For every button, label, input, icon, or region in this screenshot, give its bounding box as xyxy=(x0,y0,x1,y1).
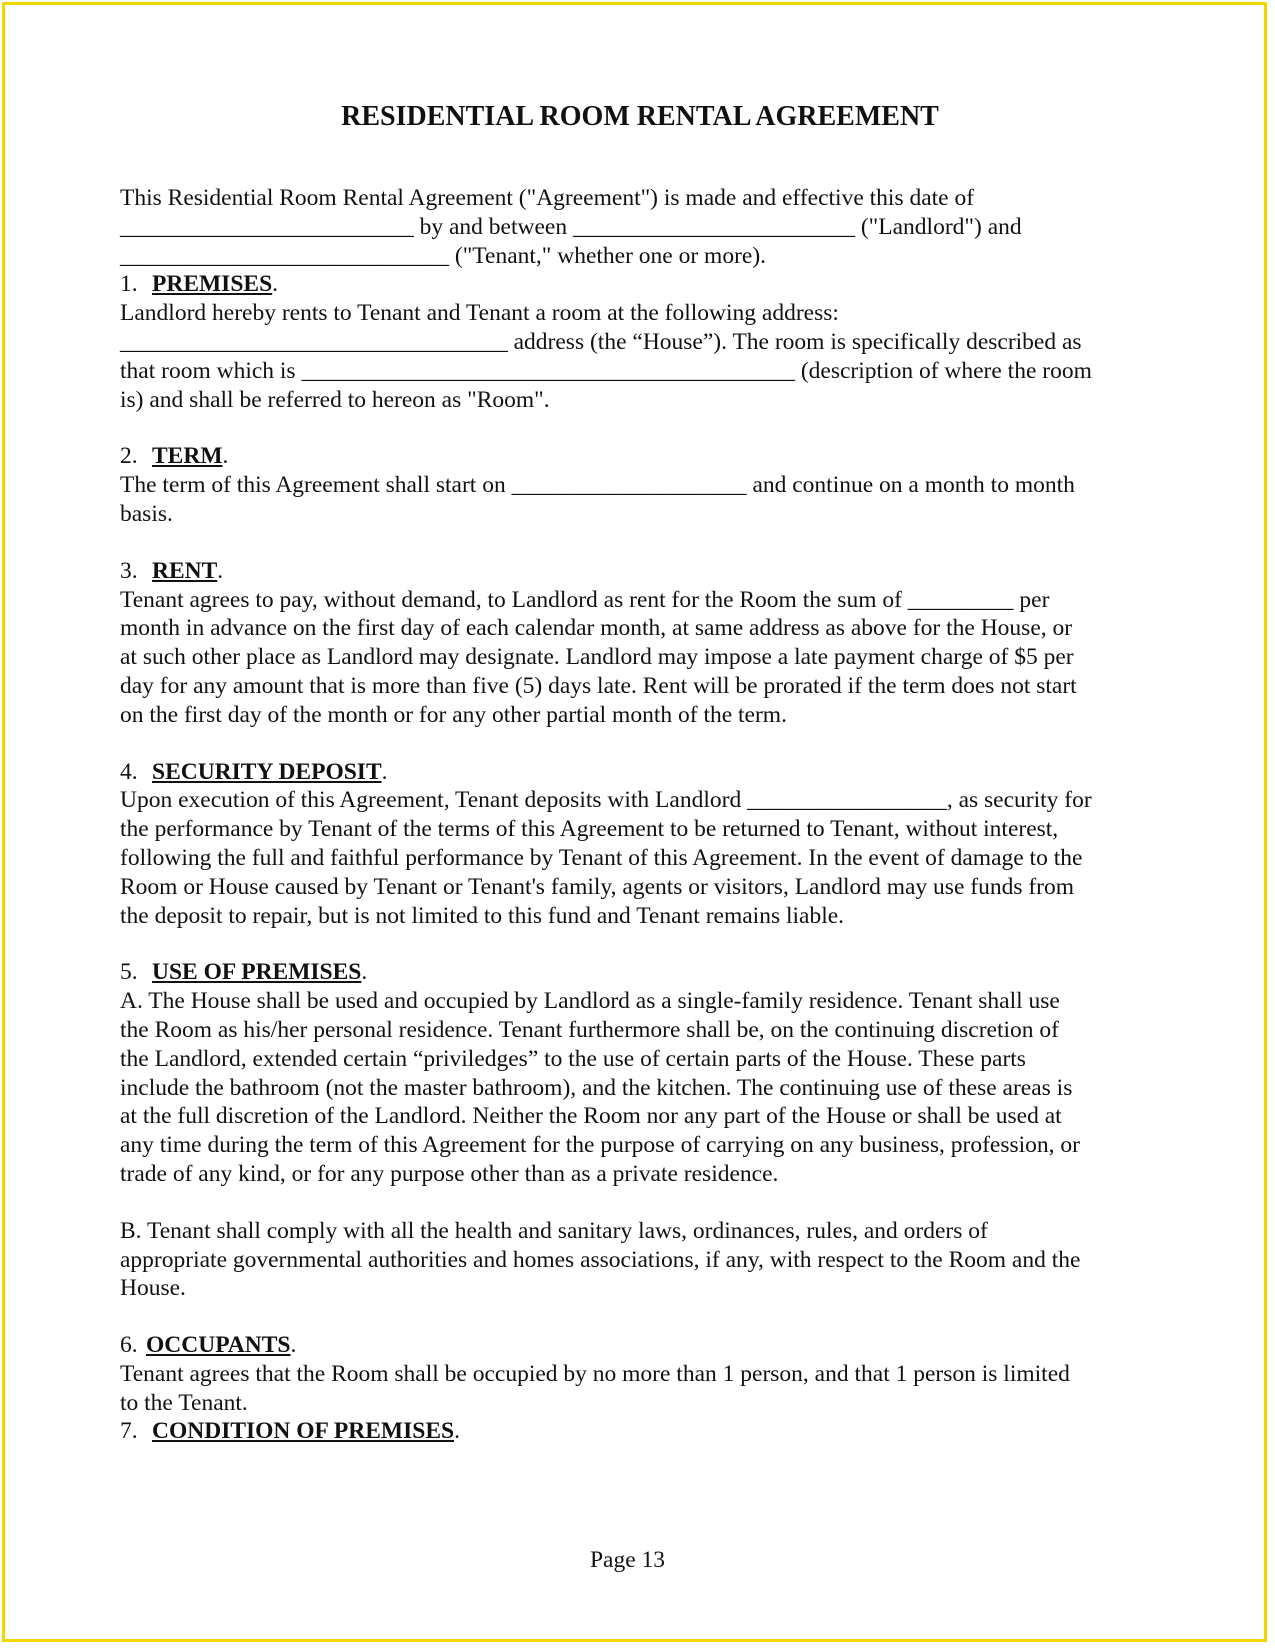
section-title: USE OF PREMISES xyxy=(152,959,362,986)
section-number: 1. xyxy=(120,271,138,298)
section-condition-of-premises xyxy=(120,1417,1160,1446)
section-heading: 6. OCCUPANTS. xyxy=(120,1332,297,1359)
section-heading: 7. CONDITION OF PREMISES. xyxy=(120,1418,460,1445)
section-title: OCCUPANTS xyxy=(146,1332,291,1359)
section-heading: 2. TERM. xyxy=(120,443,229,470)
section-heading: 1. PREMISES. xyxy=(120,271,279,298)
section-heading: 4. SECURITY DEPOSIT. xyxy=(120,758,388,785)
section-number: 7. xyxy=(120,1418,138,1445)
section-number: 6. xyxy=(120,1332,138,1359)
section-title: TERM xyxy=(152,443,223,470)
section-title: SECURITY DEPOSIT xyxy=(152,758,382,785)
section-term xyxy=(120,442,1160,528)
document-title: RESIDENTIAL ROOM RENTAL AGREEMENT xyxy=(341,101,939,132)
section-text: Tenant agrees that the Room shall be occupied by no more than 1 person, and that 1 person is limited to the Tenant. xyxy=(120,1360,1070,1416)
section-text-b: B. Tenant shall comply with all the health and sanitary laws, ordinances, rules, and orders of appropriate governmental authorities and homes associations, if any, with respect to the Room and the House. xyxy=(120,1217,1081,1302)
section-heading: 5. USE OF PREMISES. xyxy=(120,959,368,986)
document-body xyxy=(120,100,1160,1446)
section-title: PREMISES xyxy=(152,271,273,298)
intro-paragraph: This Residential Room Rental Agreement ("Agreement") is made and effective this date of _________________________ by and between ________________________ ("Landlord") and ____________________________ ("Tenant," whether one or more). xyxy=(120,185,1022,269)
section-number: 4. xyxy=(120,758,138,785)
section-title: CONDITION OF PREMISES xyxy=(152,1418,455,1445)
section-number: 3. xyxy=(120,557,138,584)
section-text: Landlord hereby rents to Tenant and Tenant a room at the following address: _________________________________ address (the “House”). The room is specifically described as that room which is __________________________________________ (description of where the room is) and shall be referred to hereon as "Room". xyxy=(120,300,1092,413)
section-text: The term of this Agreement shall start on ____________________ and continue on a month to month basis. xyxy=(120,472,1075,527)
section-number: 2. xyxy=(120,443,138,470)
section-number: 5. xyxy=(120,959,138,986)
section-security-deposit xyxy=(120,758,1160,931)
section-rent xyxy=(120,557,1160,730)
section-use-of-premises xyxy=(120,958,1160,1303)
section-premises xyxy=(120,270,1160,414)
section-text: Tenant agrees to pay, without demand, to Landlord as rent for the Room the sum of _________ per month in advance on the first day of each calendar month, at same address as above for the House, or at such other place as Landlord may designate. Landlord may impose a late payment charge of $5 per day for any amount that is more than five (5) days late. Rent will be prorated if the term does not start on the first day of the month or for any other partial month of the term. xyxy=(120,586,1077,728)
section-text: Upon execution of this Agreement, Tenant deposits with Landlord _________________, as security for the performance by Tenant of the terms of this Agreement to be returned to Tenant, without interest, following the full and faithful performance by Tenant of this Agreement. In the event of damage to the Room or House caused by Tenant or Tenant's family, agents or visitors, Landlord may use funds from the deposit to repair, but is not limited to this fund and Tenant remains liable. xyxy=(120,787,1092,929)
page-number: Page 13 xyxy=(589,1547,666,1573)
section-heading: 3. RENT. xyxy=(120,557,224,584)
section-occupants xyxy=(120,1331,1160,1417)
section-text: A. The House shall be used and occupied by Landlord as a single-family residence. Tenant shall use the Room as his/her personal residence. Tenant furthermore shall be, on the continuing discretion of the Landlord, extended certain “priviledges” to the use of certain parts of the House. These parts include the bathroom (not the master bathroom), and the kitchen. The continuing use of these areas is at the full discretion of the Landlord. Neither the Room nor any part of the House or shall be used at any time during the term of this Agreement for the purpose of carrying on any business, profession, or trade of any kind, or for any purpose other than as a private residence. xyxy=(120,988,1081,1187)
section-title: RENT xyxy=(152,557,218,584)
